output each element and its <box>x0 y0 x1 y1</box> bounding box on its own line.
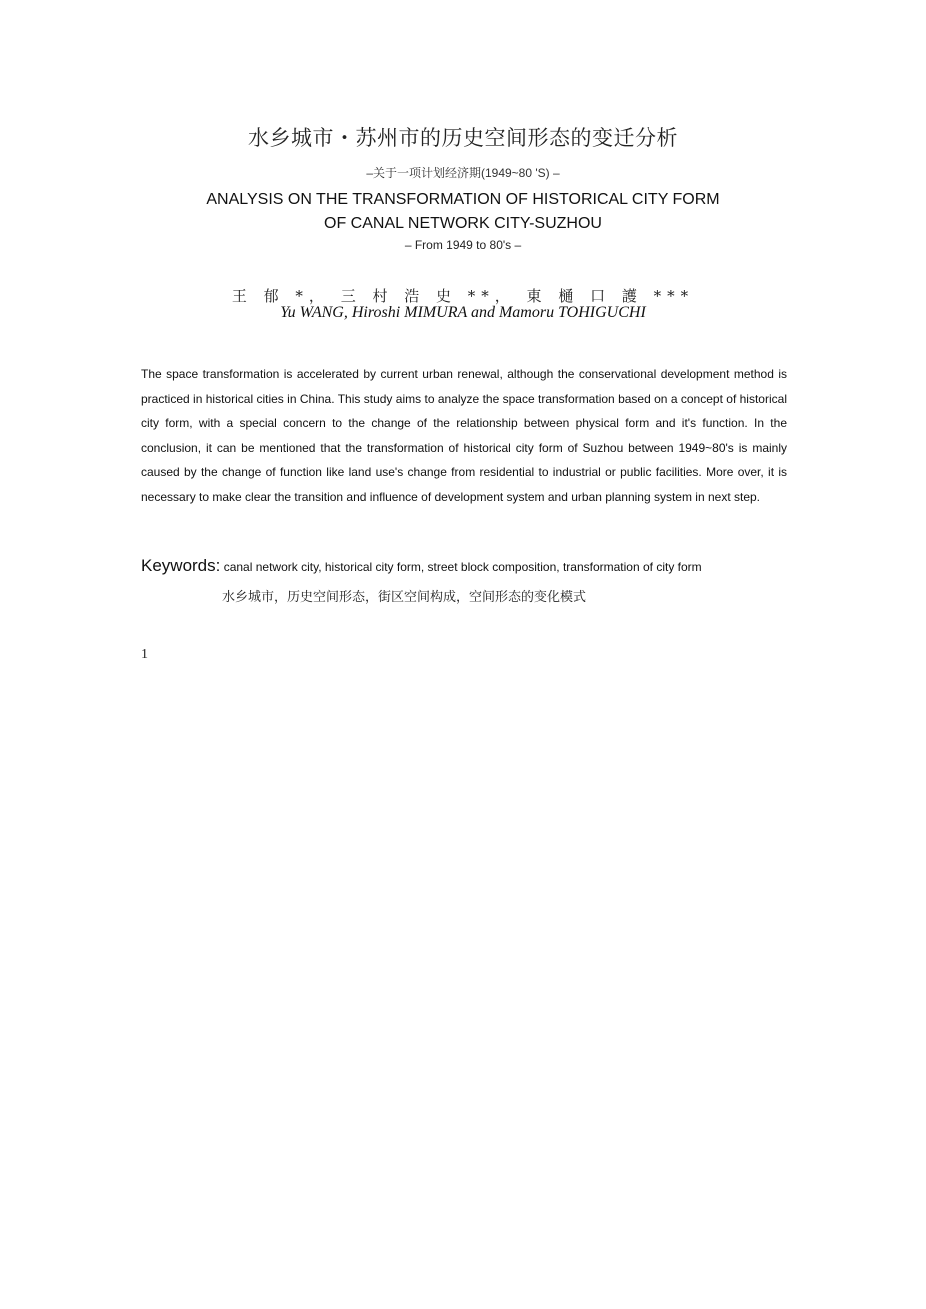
title-english <box>0 188 926 236</box>
page-number: 1 <box>141 647 148 662</box>
keywords-chinese: 水乡城市，历史空间形态，街区空间构成，空间形态的变化模式 <box>222 590 587 605</box>
subtitle-chinese: –关于一项计划经济期(1949~80 'S) – <box>366 166 560 180</box>
keywords-line <box>141 556 841 576</box>
keywords-english: canal network city, historical city form, street block composition, transformation of city form <box>220 560 702 574</box>
keywords-label: Keywords: <box>141 556 221 575</box>
title-english-line-1: ANALYSIS ON THE TRANSFORMATION OF HISTORICAL CITY FORM <box>206 191 720 208</box>
abstract-text: The space transformation is accelerated by current urban renewal, although the conservational development method is practiced in historical cities in China. This study aims to analyze the space transformation based on a concept of historical city form, with a special concern to the change of the relationship between physical form and it's function. In the conclusion, it can be mentioned that the transformation of historical city form of Suzhou between 1949~80's is mainly caused by the change of function like land use's change from residential to industrial or public facilities. More over, it is necessary to make clear the transition and influence of development system and urban planning system in next step. <box>141 367 787 504</box>
title-chinese: 水乡城市・苏州市的历史空间形态的变迁分析 <box>248 126 678 150</box>
authors-english: Yu WANG, Hiroshi MIMURA and Mamoru TOHIGUCHI <box>280 304 646 321</box>
subtitle-english: – From 1949 to 80's – <box>404 238 522 252</box>
authors-chinese: 王 郁 *， 三 村 浩 史 **， 東 樋 口 護 *** <box>231 287 695 305</box>
title-english-line-2: OF CANAL NETWORK CITY-SUZHOU <box>324 215 602 232</box>
